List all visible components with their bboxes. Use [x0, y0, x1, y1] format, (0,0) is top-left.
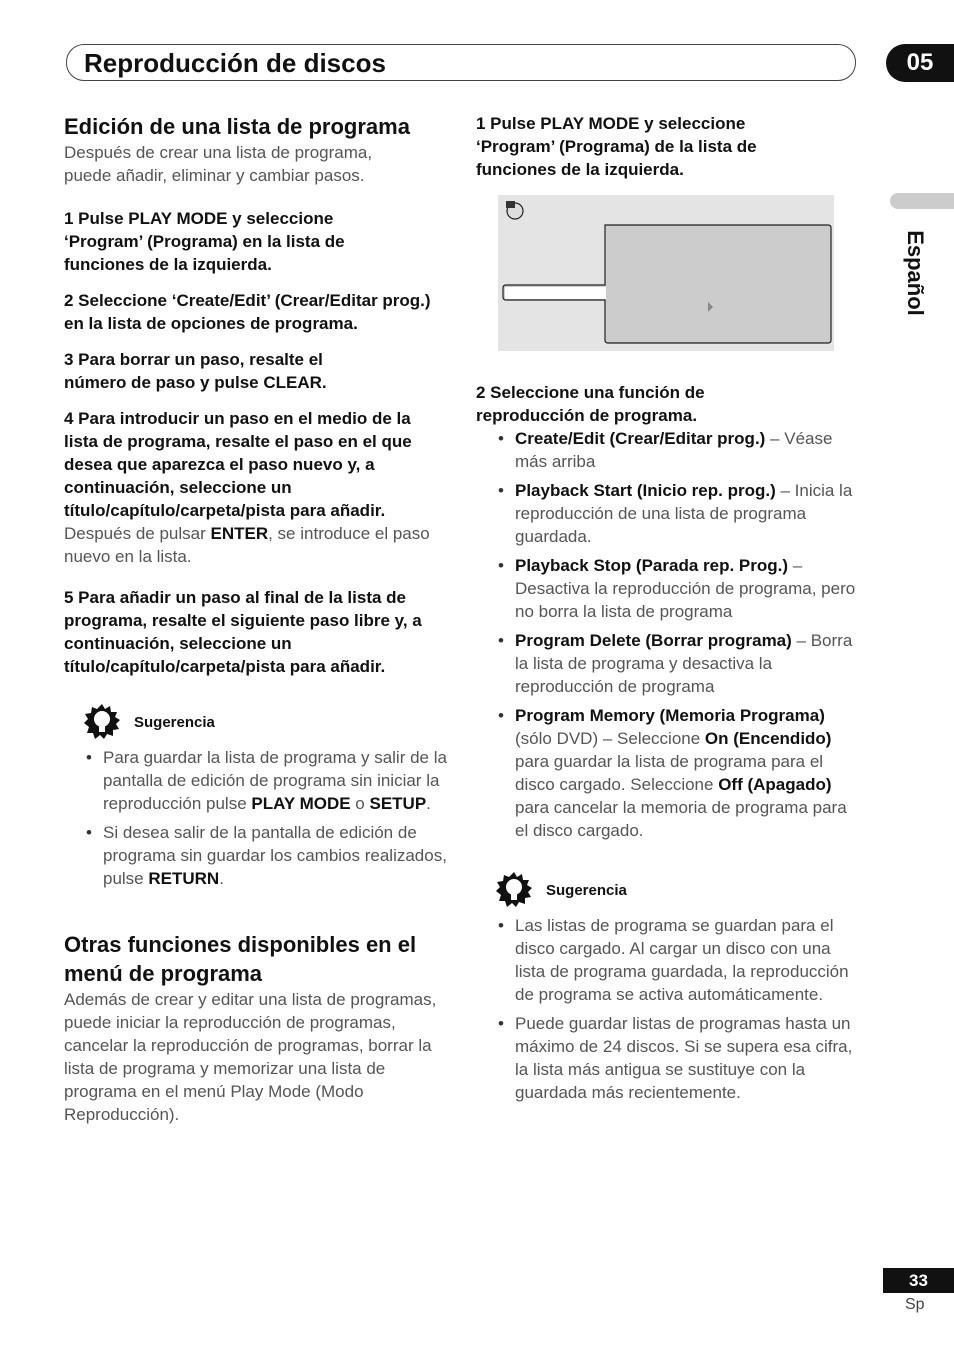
- function-item: [515, 704, 858, 842]
- text: – Inicia la reproducción de una lista de programa guardada.: [515, 481, 853, 546]
- tip-header: [84, 704, 449, 740]
- tip-bullet: [103, 821, 449, 890]
- page-title: Reproducción de discos: [84, 48, 386, 78]
- bold-text: 4 Para introducir un paso en el medio de la lista de programa, resalte el paso en el que desea que aparezca el paso nuevo y, a continuación, seleccione un título/capítulo/carpeta/pista para añadir.: [64, 409, 412, 520]
- text: – Véase más arriba: [515, 429, 833, 471]
- text: Para guardar la lista de programa y salir de la pantalla de edición de programa sin iniciar la reproducción pulse: [103, 748, 447, 813]
- bold-text: Playback Start (Inicio rep. prog.): [515, 481, 776, 500]
- right-step-1: 1 Pulse PLAY MODE y seleccione ‘Program’ (Programa) de la lista de funciones de la izquierda.: [476, 114, 757, 179]
- step-3: [64, 348, 389, 394]
- bold-text: Off (Apagado): [718, 775, 832, 794]
- text: para cancelar la memoria de programa para el disco cargado.: [515, 798, 847, 840]
- heading-edit-program: Edición de una lista de programa: [64, 114, 410, 139]
- chapter-number: 05: [886, 44, 954, 82]
- tip-title: Sugerencia: [134, 713, 215, 731]
- lightbulb-tip-icon: [496, 872, 532, 908]
- bold-text: 5 Para añadir un paso al final de la lista de programa, resalte el siguiente paso libre y, a continuación, seleccione un título/capítulo/carpeta/pista para añadir.: [64, 588, 422, 676]
- right-step-2: 2 Seleccione una función de reproducción de programa.: [476, 383, 705, 425]
- tip-bullet: [515, 914, 858, 1006]
- text: , se introduce el paso nuevo en la lista.: [64, 524, 430, 566]
- section-heading: [64, 930, 449, 988]
- text: Puede guardar listas de programas hasta un máximo de 24 discos. Si se supera esa cifra, la lista más antigua se sustituye con la guardada más recientemente.: [515, 1014, 853, 1102]
- bold-text: RETURN: [148, 869, 220, 888]
- bold-text: PLAY MODE: [251, 794, 351, 813]
- disc-icon: [506, 201, 523, 219]
- bold-text: ENTER: [210, 524, 269, 543]
- tip-bullet: [515, 1012, 858, 1104]
- right-column: [476, 112, 858, 1110]
- page-number: 33: [883, 1268, 954, 1293]
- text: para guardar la lista de programa para el disco cargado. Seleccione: [515, 752, 824, 794]
- left-column: [64, 112, 449, 1126]
- other-functions-text: Además de crear y editar una lista de programas, puede iniciar la reproducción de programas, cancelar la reproducción de programas, borrar la lista de programa y memorizar una lista de programa en el menú Play Mode (Modo Reproducción).: [64, 990, 437, 1124]
- bold-text: On (Encendido): [704, 729, 832, 748]
- onscreen-display-illustration: [498, 195, 834, 351]
- text: (sólo DVD) – Seleccione: [515, 729, 705, 748]
- section-heading: [64, 112, 449, 141]
- text: – Borra la lista de programa y desactiva la reproducción de programa: [515, 631, 853, 696]
- bold-text: 1 Pulse PLAY MODE y seleccione ‘Program’ (Programa) en la lista de funciones de la izquierda.: [64, 209, 345, 274]
- lightbulb-tip-icon: [84, 704, 120, 740]
- tip-bullet: [103, 746, 449, 815]
- step-2: [64, 289, 449, 335]
- language-code: Sp: [905, 1296, 925, 1313]
- intro-text: Después de crear una lista de programa, puede añadir, eliminar y cambiar pasos.: [64, 143, 373, 185]
- bold-text: Program Delete (Borrar programa): [515, 631, 792, 650]
- osd-menu-graphic: [498, 195, 834, 351]
- text: Si desea salir de la pantalla de edición de programa sin guardar los cambios realizados, pulse: [103, 823, 447, 888]
- function-item: [515, 629, 858, 698]
- header-bar: [66, 44, 856, 81]
- bold-text: Program Memory (Memoria Programa): [515, 706, 825, 725]
- function-item: [515, 479, 858, 548]
- tip-title: Sugerencia: [546, 881, 627, 899]
- text: .: [426, 794, 431, 813]
- bold-text: 3 Para borrar un paso, resalte el número de paso y pulse CLEAR.: [64, 350, 327, 392]
- text: – Desactiva la reproducción de programa, pero no borra la lista de programa: [515, 556, 856, 621]
- step-5: [64, 586, 449, 678]
- text: o: [350, 794, 370, 813]
- bold-text: Create/Edit (Crear/Editar prog.): [515, 429, 766, 448]
- text: .: [219, 869, 224, 888]
- language-tab-marker: [890, 193, 954, 209]
- tip-header: [496, 872, 858, 908]
- function-item: [515, 427, 858, 473]
- language-tab: Español: [903, 230, 928, 316]
- text: Las listas de programa se guardan para el disco cargado. Al cargar un disco con una lista de programa guardada, la reproducción de programa se activa automáticamente.: [515, 916, 849, 1004]
- step-1: [64, 207, 399, 276]
- bold-text: SETUP: [369, 794, 427, 813]
- function-item: [515, 554, 858, 623]
- heading-other-functions: Otras funciones disponibles en el menú de programa: [64, 932, 417, 986]
- bold-text: 2 Seleccione ‘Create/Edit’ (Crear/Editar prog.) en la lista de opciones de programa.: [64, 291, 431, 333]
- bold-text: Playback Stop (Parada rep. Prog.): [515, 556, 789, 575]
- step-4: [64, 407, 449, 568]
- text: Después de pulsar: [64, 524, 211, 543]
